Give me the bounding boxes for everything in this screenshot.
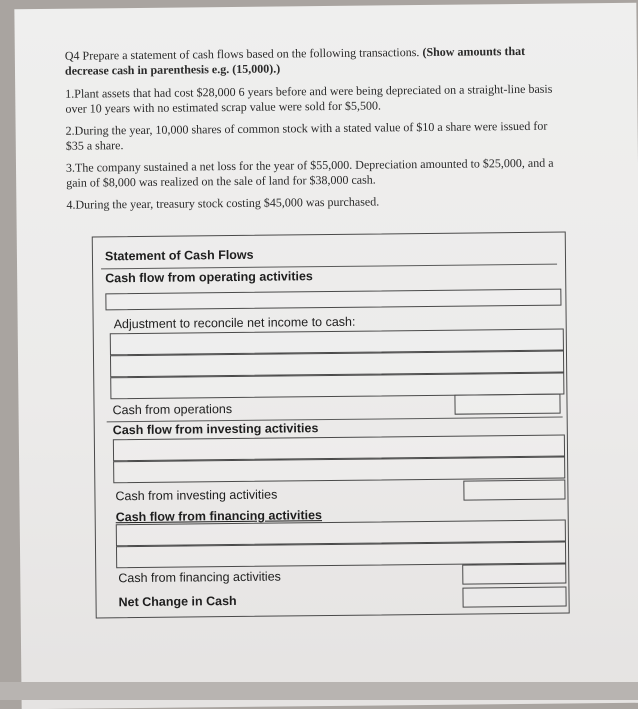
transaction-item-2: 2.During the year, 10,000 shares of common stock with a stated value of $10 a share were issued for $35 a share. (66, 119, 566, 154)
cash-from-investing-label: Cash from investing activities (115, 488, 277, 504)
question-title (65, 44, 565, 79)
cash-flow-statement-form (92, 232, 570, 619)
cash-from-financing-input[interactable] (462, 564, 566, 585)
transaction-item-3: 3.The company sustained a net loss for the year of $55,000. Depreciation amounted to $25,000, and a gain of $8,000 was realized on the sale of land for $38,000 cash. (66, 156, 566, 191)
financing-activities-header: Cash flow from financing activities (116, 508, 322, 524)
net-income-input[interactable] (105, 289, 561, 311)
investing-activities-header: Cash flow from investing activities (113, 421, 319, 437)
question-block (65, 44, 567, 220)
question-title-instruction: (Show amounts that decrease cash in parenthesis e.g. (15,000).) (65, 44, 525, 78)
operating-activities-header: Cash flow from operating activities (105, 269, 313, 285)
cash-from-investing-input[interactable] (463, 480, 565, 501)
divider (101, 264, 557, 270)
divider (107, 417, 563, 423)
transaction-item-4: 4.During the year, treasury stock costing $45,000 was purchased. (66, 193, 566, 213)
net-change-in-cash-input[interactable] (462, 587, 566, 608)
question-title-text: Q4 Prepare a statement of cash flows based on the following transactions. (65, 45, 420, 63)
statement-title: Statement of Cash Flows (105, 248, 254, 264)
table-surface (0, 682, 638, 700)
cash-from-financing-label: Cash from financing activities (118, 570, 281, 586)
worksheet-paper (14, 3, 638, 709)
net-change-in-cash-label: Net Change in Cash (118, 594, 236, 609)
cash-from-operations-input[interactable] (454, 394, 560, 415)
transaction-item-1: 1.Plant assets that had cost $28,000 6 years before and were being depreciated on a straight-line basis over 10 years with no estimated scrap value were sold for $5,500. (65, 82, 565, 117)
adjustment-label: Adjustment to reconcile net income to cash: (114, 315, 356, 332)
cash-from-operations-label: Cash from operations (112, 402, 232, 417)
